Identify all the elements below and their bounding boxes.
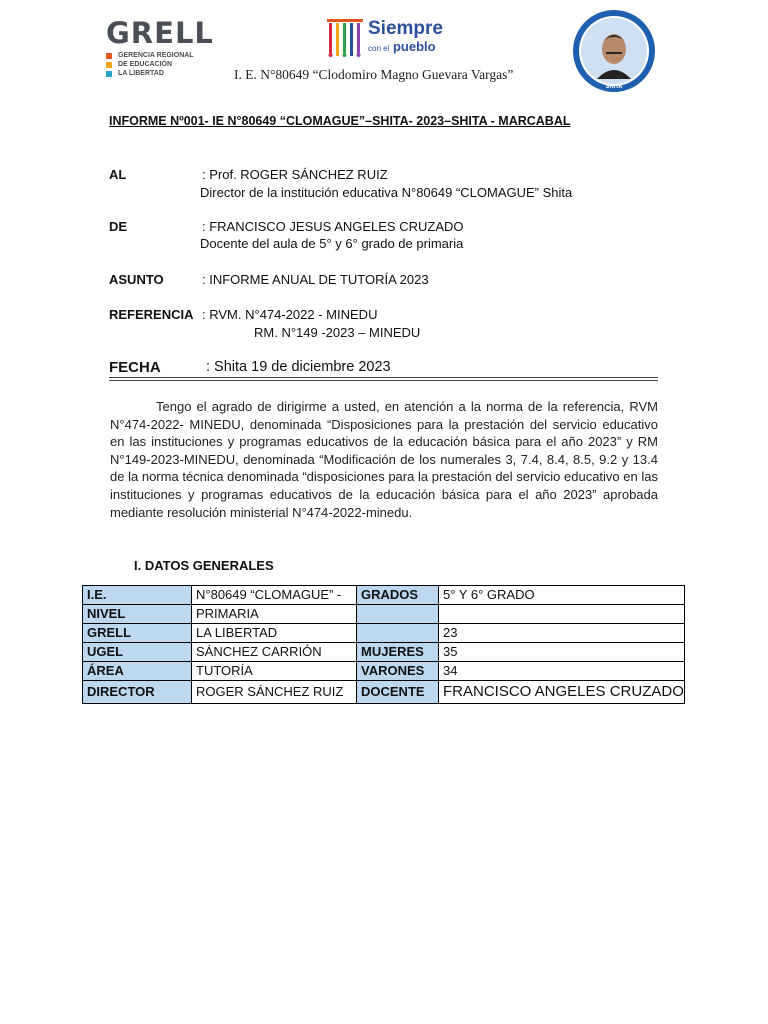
table-cell: DOCENTE: [357, 681, 439, 704]
al-label: AL: [109, 167, 127, 182]
table-cell: [357, 605, 439, 624]
de-line-1: : FRANCISCO JESUS ANGELES CRUZADO: [202, 219, 464, 234]
table-cell: 35: [439, 643, 685, 662]
table-cell: [439, 605, 685, 624]
asunto-label: ASUNTO: [109, 272, 164, 287]
blue-square-icon: [106, 71, 112, 77]
table-cell: N°80649 “CLOMAGUE” -: [192, 586, 357, 605]
table-cell: DIRECTOR: [83, 681, 192, 704]
table-cell: ÁREA: [83, 662, 192, 681]
people-icon: [326, 17, 364, 59]
table-cell: 34: [439, 662, 685, 681]
table-cell: MUJERES: [357, 643, 439, 662]
table-cell: NIVEL: [83, 605, 192, 624]
school-seal-logo: [572, 9, 656, 93]
fecha-value: : Shita 19 de diciembre 2023: [206, 359, 391, 375]
report-title: INFORME Nº001- IE N°80649 “CLOMAGUE”–SHITA- 2023–SHITA - MARCABAL: [109, 114, 571, 128]
seal-caption: SHITA: [605, 84, 623, 90]
table-cell: SÁNCHEZ CARRIÓN: [192, 643, 357, 662]
referencia-line-1: : RVM. N°474-2022 - MINEDU: [202, 307, 378, 322]
table-row: [83, 586, 685, 605]
table-cell: GRADOS: [357, 586, 439, 605]
orange-square-icon: [106, 53, 112, 59]
table-row: [83, 643, 685, 662]
siempre-pueblo: pueblo: [392, 39, 436, 54]
table-row: [83, 662, 685, 681]
de-label: DE: [109, 219, 128, 234]
siempre-prefix: con el: [368, 44, 390, 53]
body-paragraph-text: Tengo el agrado de dirigirme a usted, en atención a la norma de la referencia, RVM N°474-2022- MINEDU, denominada “Disposiciones para la prestación del servicio educativo en las instituciones y programas educativos de la educación básica para el año 2023” y RM N°149-2023-MINEDU, denominada “Modificación de los numerales 3, 7.4, 8.4, 8.5, 9.2 y 13.4 de la norma técnica denominada “disposiciones para la prestación del servicio educativo en las instituciones y programas educativos de la educación básica para el año 2023” aprobada mediante resolución ministerial N°474-2022-minedu.: [110, 399, 658, 520]
grell-wordmark: GRELL: [106, 16, 214, 50]
table-cell: TUTORÍA: [192, 662, 357, 681]
referencia-line-2: RM. N°149 -2023 – MINEDU: [254, 325, 421, 340]
siempre-word: Siempre: [368, 18, 443, 39]
siempre-logo: [326, 17, 443, 59]
table-cell: VARONES: [357, 662, 439, 681]
al-line-2: Director de la institución educativa N°80649 “CLOMAGUE” Shita: [200, 185, 573, 200]
grell-line-2: DE EDUCACIÓN: [118, 61, 173, 68]
table-row: [83, 624, 685, 643]
grell-logo: [106, 18, 214, 78]
table-cell: [357, 624, 439, 643]
table-row: [83, 605, 685, 624]
table-cell: UGEL: [83, 643, 192, 662]
general-data-table: [82, 585, 685, 704]
grell-line-1: GERENCIA REGIONAL: [118, 52, 194, 59]
table-cell: 23: [439, 624, 685, 643]
al-line-1: : Prof. ROGER SÁNCHEZ RUIZ: [202, 167, 388, 182]
table-cell: LA LIBERTAD: [192, 624, 357, 643]
section-title: I. DATOS GENERALES: [134, 558, 274, 573]
table-cell: PRIMARIA: [192, 605, 357, 624]
table-cell: 5° Y 6° GRADO: [439, 586, 685, 605]
de-line-2: Docente del aula de 5° y 6° grado de primaria: [200, 236, 464, 251]
table-cell: ROGER SÁNCHEZ RUIZ: [192, 681, 357, 704]
asunto-value: : INFORME ANUAL DE TUTORÍA 2023: [202, 272, 429, 287]
fecha-label: FECHA: [109, 359, 161, 376]
body-paragraph: [110, 398, 658, 521]
yellow-square-icon: [106, 62, 112, 68]
referencia-label: REFERENCIA: [109, 307, 194, 322]
divider-line: [109, 377, 658, 378]
table-cell: I.E.: [83, 586, 192, 605]
grell-line-3: LA LIBERTAD: [118, 70, 164, 77]
table-row: [83, 681, 685, 704]
school-name-line: I. E. N°80649 “Clodomiro Magno Guevara Vargas”: [234, 67, 514, 82]
table-cell: GRELL: [83, 624, 192, 643]
table-cell: FRANCISCO ANGELES CRUZADO: [439, 681, 685, 704]
divider-line: [109, 380, 658, 381]
